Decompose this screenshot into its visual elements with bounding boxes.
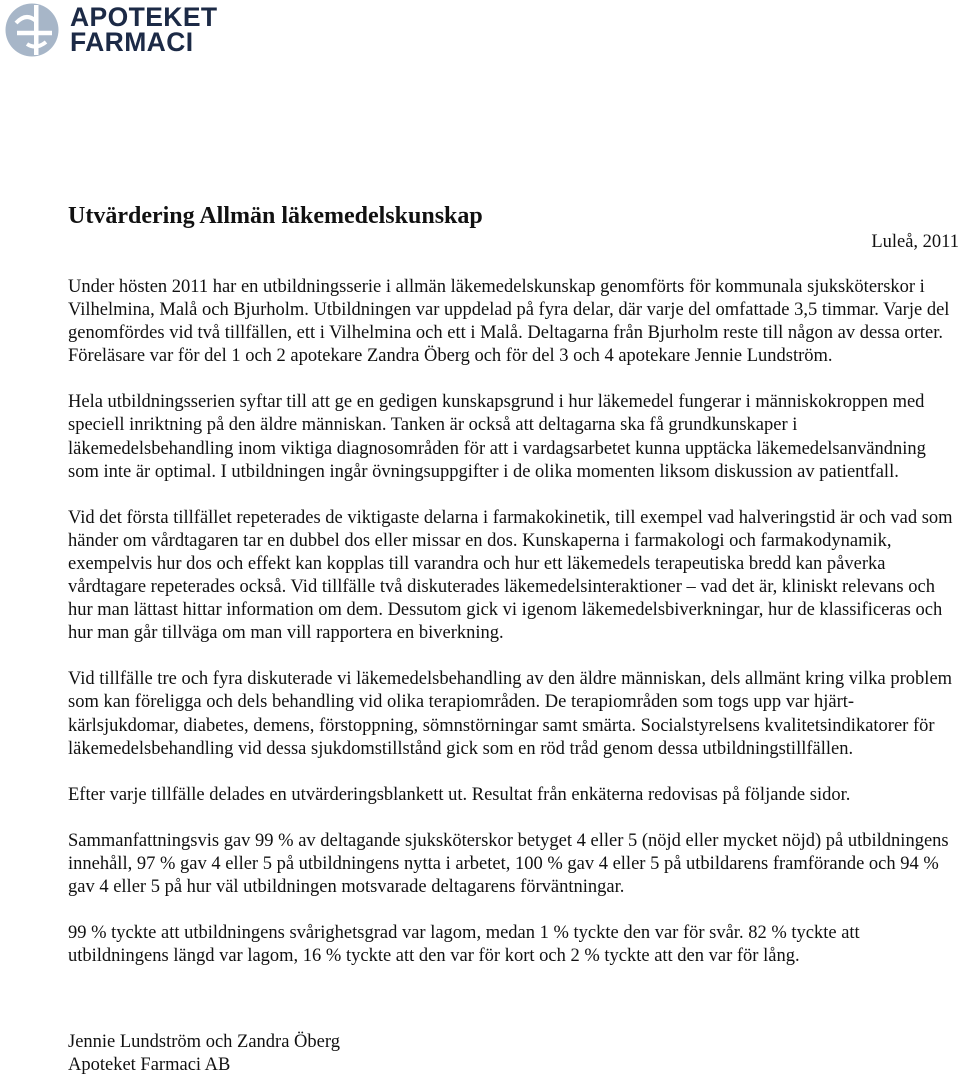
apoteket-snake-logo-icon [4,2,62,58]
document-body [68,276,956,968]
paragraph-evaluation: Efter varje tillfälle delades en utvärderingsblankett ut. Resultat från enkäterna redovisas på följande sidor. [68,784,851,805]
paragraph-intro: Under hösten 2011 har en utbildningsserie i allmän läkemedelskunskap genomförts för kommunala sjuksköterskor i Vilhelmina, Malå och Bjurholm. Utbildningen var uppdelad på fyra delar, där varje del omfattade 3,5 timmar. Varje del genomfördes vid två tillfällen, ett i Vilhelmina och ett i Malå. Deltagarna från Bjurholm reste till någon av dessa orter. Föreläsare var för del 1 och 2 apotekare Zandra Öberg och för del 3 och 4 apotekare Jennie Lundström. [68,277,950,367]
paragraph-purpose: Hela utbildningsserien syftar till att ge en gedigen kunskapsgrund i hur läkemedel fungerar i människokroppen med speciell inriktning på den äldre människan. Tanken är också att deltagarna ska få grundkunskaper i läkemedelsbehandling inom viktiga diagnosområden för att i vardagsarbetet kunna upptäcka läkemedelsanvändning som inte är optimal. I utbildningen ingår övningsuppgifter i de olika momenten liksom diskussion av patientfall. [68,392,926,482]
signature-company: Apoteket Farmaci AB [68,1055,231,1076]
document-title: Utvärdering Allmän läkemedelskunskap [68,203,483,229]
paragraph-sessions-1-2: Vid det första tillfället repeterades de viktigaste delarna i farmakokinetik, till exempel vad halveringstid är och vad som händer om vårdtagaren tar en dubbel dos eller missar en dos. Kunskaperna i farmakologi och farmakodynamik, exempelvis hur dos och effekt kan kopplas till varandra och hur ett läkemedels terapeutiska bredd kan påverka vårdtagare repeterades också. Vid tillfälle två diskuterades läkemedelsinteraktioner – vad det är, kliniskt relevans och hur man lättast hittar information om dem. Dessutom gick vi igenom läkemedelsbiverkningar, hur de klassificeras och hur man går tillväga om man vill rapportera en biverkning. [68,507,953,644]
logo-line-1: APOTEKET [70,2,218,32]
paragraph-summary: Sammanfattningsvis gav 99 % av deltagande sjuksköterskor betyget 4 eller 5 (nöjd eller mycket nöjd) på utbildningens innehåll, 97 % gav 4 eller 5 på utbildningens nytta i arbetet, 100 % gav 4 eller 5 på utbildarens framförande och 94 % gav 4 eller 5 på hur väl utbildningen motsvarade deltagarens förväntningar. [68,830,949,897]
paragraph-sessions-3-4: Vid tillfälle tre och fyra diskuterade vi läkemedelsbehandling av den äldre människan, dels allmänt kring vilka problem som kan föreligga och dels behandling vid olika terapiområden. De terapiområden som togs upp var hjärt-kärlsjukdomar, diabetes, demens, förstoppning, sömnstörningar samt smärta. Socialstyrelsens kvalitetsindikatorer för läkemedelsbehandling vid dessa sjukdomstillstånd gick som en röd tråd genom dessa utbildningstillfällen. [68,669,953,759]
place-date: Luleå, 2011 [871,232,959,252]
logo-line-2: FARMACI [70,27,194,57]
signature-names: Jennie Lundström och Zandra Öberg [68,1032,340,1052]
paragraph-difficulty: 99 % tyckte att utbildningens svårighetsgrad var lagom, medan 1 % tyckte den var för svår. 82 % tyckte att utbildningens längd var lagom, 16 % tyckte att den var för kort och 2 % tyckte att den var för lång. [68,923,860,967]
apoteket-farmaci-logo [4,2,218,60]
signature-block [68,1031,340,1077]
logo-wordmark [70,2,218,57]
